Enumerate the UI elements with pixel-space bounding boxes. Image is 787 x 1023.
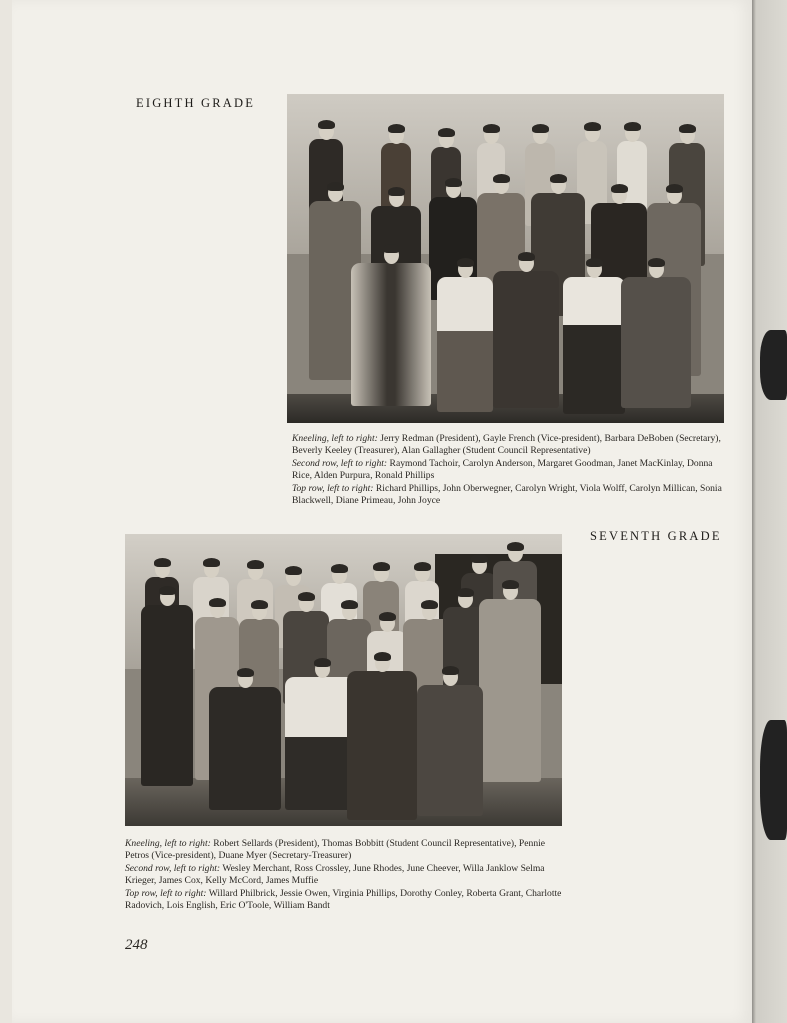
top-row-label: Top row, left to right: [292, 482, 374, 494]
facing-page-edge [752, 0, 787, 1023]
top-row-label: Top row, left to right: [125, 887, 207, 899]
student-figure [209, 670, 281, 810]
eighth-grade-heading: EIGHTH GRADE [136, 96, 256, 110]
student-figure [351, 246, 431, 406]
eighth-grade-caption [292, 433, 732, 507]
second-row-names: Raymond Tachoir, Carolyn Anderson, Margaret Goodman, Janet MacKinlay, Donna Rice, Alden Purpura, Ronald Phillips [292, 457, 713, 482]
seventh-grade-caption [125, 838, 571, 912]
kneeling-names: Jerry Redman (President), Gayle French (Vice-president), Barbara DeBoben (Secretary), Beverly Keeley (Treasurer), Alan Gallagher (Student Council Representative) [292, 433, 721, 457]
second-row-label: Second row, left to right: [125, 862, 221, 874]
kneeling-label: Kneeling, left to right: [292, 433, 378, 444]
second-row-names: Wesley Merchant, Ross Crossley, June Rhodes, June Cheever, Willa Janklow Selma Krieger, James Cox, Kelly McCord, James Muffie [125, 862, 545, 887]
kneeling-names: Robert Sellards (President), Thomas Bobbitt (Student Council Representative), Pennie Petros (Vice-president), Duane Myer (Secretary-Treasurer) [125, 838, 546, 862]
eighth-grade-class-photo [287, 94, 724, 423]
student-figure [563, 260, 625, 414]
page-number: 248 [125, 937, 148, 953]
student-figure [621, 260, 691, 408]
top-row-names: Willard Philbrick, Jessie Owen, Virginia Phillips, Dorothy Conley, Roberta Grant, Charlotte Radovich, Lois English, Eric O'Toole, William Bandt [125, 887, 562, 912]
seventh-grade-heading: SEVENTH GRADE [590, 529, 722, 543]
facing-page-ink-mark [760, 330, 787, 400]
second-row-label: Second row, left to right: [292, 457, 388, 469]
student-figure [493, 254, 559, 408]
student-figure [347, 654, 417, 820]
seventh-grade-class-photo [125, 534, 562, 826]
kneeling-label: Kneeling, left to right: [125, 838, 211, 849]
student-figure [479, 582, 541, 782]
student-figure [437, 260, 493, 412]
student-figure [417, 668, 483, 816]
top-row-names: Richard Phillips, John Oberwegner, Carolyn Wright, Viola Wolff, Carolyn Millican, Sonia Blackwell, Diane Primeau, John Joyce [292, 482, 722, 507]
student-figure [141, 588, 193, 786]
facing-page-ink-mark [760, 720, 787, 840]
